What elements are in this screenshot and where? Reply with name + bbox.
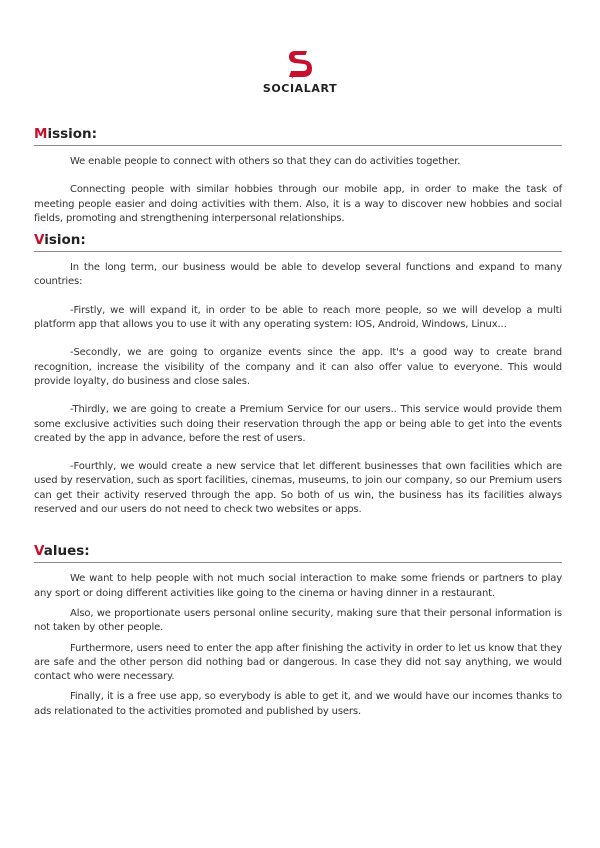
values-heading-rest: alues: (43, 543, 90, 560)
vision-paragraph: -Secondly, we are going to organize events since the app. It's a good way to create brand recognition, increase the visibility of the company and it can also offer value to everyone. This would provide loyalty, do business and close sales. (34, 347, 562, 387)
company-logo (0, 48, 600, 95)
values-heading (34, 543, 562, 563)
document-body (34, 126, 562, 719)
vision-paragraph: -Fourthly, we would create a new service that let different businesses that own facilities which are used by reservation, such as sport facilities, cinemas, museums, to join our company, so our Premium users can get their activity reserved through the app. So both of us win, the business has its facilities always reserved and our users do not need to check two websites or apps. (34, 461, 562, 516)
mission-paragraph: We enable people to connect with others so that they can do activities together. (70, 156, 461, 167)
mission-paragraph: Connecting people with similar hobbies through our mobile app, in order to make the task of meeting people easier and doing activities with them. Also, it is a way to discover new hobbies and social fields, promoting and strengthening interpersonal relationships. (34, 184, 562, 224)
vision-heading (34, 232, 562, 252)
vision-paragraph: -Firstly, we will expand it, in order to be able to reach more people, so we will develop a multi platform app that allows you to use it with any operating system: IOS, Android, Windows, Linux... (34, 304, 562, 331)
vision-paragraph: -Thirdly, we are going to create a Premium Service for our users.. This service would provide them some exclusive activities such doing their reservation through the app or being able to get into the events created by the app in advance, before the rest of users. (34, 404, 562, 444)
mission-heading (34, 126, 562, 146)
values-paragraph: We want to help people with not much social interaction to make some friends or partners to play any sport or doing different activities like going to the cinema or having dinner in a restaurant. (34, 573, 562, 599)
values-paragraph: Finally, it is a free use app, so everybody is able to get it, and we would have our incomes thanks to ads relationated to the activities promoted and published by users. (34, 691, 562, 717)
values-paragraph: Furthermore, users need to enter the app after finishing the activity in order to let us know that they are safe and the other person did nothing bad or dangerous. In case they did not say anything, we would contact who were necessary. (34, 642, 562, 683)
mission-heading-rest: ission: (47, 126, 98, 142)
values-heading-initial: V (34, 543, 44, 560)
vision-heading-rest: ision: (44, 232, 86, 249)
mission-heading-initial: M (34, 126, 48, 142)
vision-heading-initial: V (34, 232, 45, 249)
values-paragraph: Also, we proportionate users personal online security, making sure that their personal information is not taken by other people. (34, 607, 562, 634)
logo-text: SOCIALART (262, 82, 338, 95)
socialart-s-logo-icon (285, 48, 315, 80)
vision-paragraph: In the long term, our business would be able to develop several functions and expand to many countries: (34, 262, 562, 288)
